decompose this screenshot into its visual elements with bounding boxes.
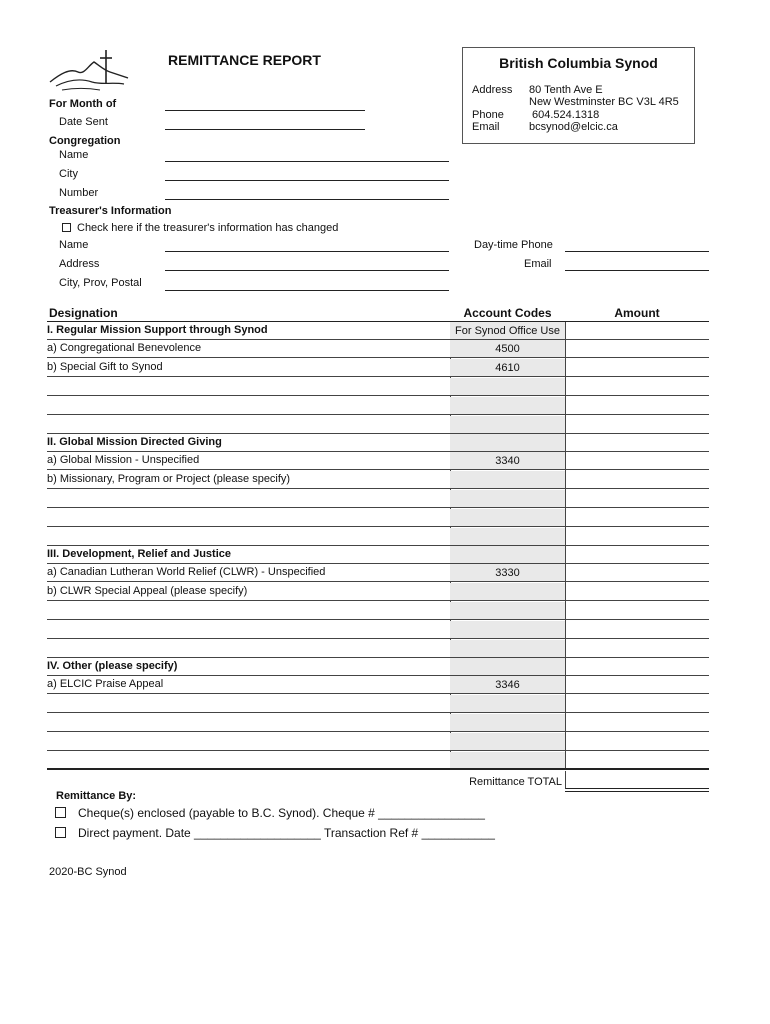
table-row[interactable]	[47, 509, 709, 527]
row-label: a) ELCIC Praise Appeal	[47, 678, 164, 690]
amount-cell[interactable]	[565, 376, 709, 377]
amount-header: Amount	[614, 306, 660, 320]
remittance-by-label: Remittance By:	[56, 790, 137, 802]
section-title: I. Regular Mission Support through Synod	[47, 324, 268, 336]
table-bottom-line	[47, 768, 709, 770]
table-row	[47, 676, 709, 694]
number-label: Number	[59, 187, 99, 199]
address-line2: New Westminster BC V3L 4R5	[529, 96, 679, 108]
treasurer-address-field[interactable]	[165, 270, 449, 271]
amount-cell[interactable]	[565, 357, 709, 358]
cheque-checkbox[interactable]	[55, 807, 66, 818]
treasurer-city-label: City, Prov, Postal	[59, 277, 142, 289]
total-double-underline	[565, 791, 709, 792]
row-label: b) Missionary, Program or Project (please specify)	[47, 473, 291, 485]
congregation-name-field[interactable]	[165, 161, 449, 162]
treasurer-change-checkbox[interactable]	[62, 223, 71, 232]
row-label: b) Special Gift to Synod	[47, 361, 163, 373]
table-row	[47, 340, 709, 358]
address-label: Address	[472, 84, 513, 96]
table-row[interactable]	[47, 397, 709, 415]
treasurer-city-field[interactable]	[165, 290, 449, 291]
remittance-table	[47, 303, 709, 793]
remittance-total-label: Remittance TOTAL	[469, 776, 562, 788]
date-sent-label: Date Sent	[59, 116, 108, 128]
table-row	[47, 583, 709, 601]
office-use-label: For Synod Office Use	[455, 325, 560, 337]
direct-payment-checkbox[interactable]	[55, 827, 66, 838]
direct-payment-label: Direct payment. Date ___________________ Transaction Ref # ___________	[78, 826, 495, 840]
daytime-phone-label: Day-time Phone	[474, 239, 553, 251]
table-row	[47, 322, 709, 340]
table-row[interactable]	[47, 733, 709, 751]
city-label: City	[59, 168, 78, 180]
amount-cell[interactable]	[565, 693, 709, 694]
email-value: bcsynod@elcic.ca	[529, 121, 618, 133]
date-sent-field[interactable]	[165, 129, 365, 130]
table-row[interactable]	[47, 490, 709, 508]
row-label: a) Canadian Lutheran World Relief (CLWR) - Unspecified	[47, 566, 326, 578]
table-row[interactable]	[47, 621, 709, 639]
treasurer-change-label: Check here if the treasurer's information has changed	[77, 222, 339, 234]
table-row	[47, 434, 709, 452]
account-codes-header: Account Codes	[463, 306, 552, 320]
synod-info-box	[462, 47, 695, 144]
for-month-label: For Month of	[49, 98, 117, 110]
section-title: IV. Other (please specify)	[47, 660, 178, 672]
amount-cell[interactable]	[565, 581, 709, 582]
synod-logo	[48, 48, 130, 96]
treasurer-email-field[interactable]	[565, 270, 709, 271]
table-row	[47, 640, 709, 658]
table-row	[47, 528, 709, 546]
amount-cell[interactable]	[565, 469, 709, 470]
account-code: 3340	[495, 455, 520, 467]
for-month-field[interactable]	[165, 110, 365, 111]
congregation-name-label: Name	[59, 149, 89, 161]
footer-code: 2020-BC Synod	[49, 866, 127, 878]
daytime-phone-field[interactable]	[565, 251, 709, 252]
amount-cell[interactable]	[565, 488, 709, 489]
treasurer-email-label: Email	[524, 258, 552, 270]
direct-payment-option[interactable]	[55, 826, 495, 840]
account-code: 3330	[495, 567, 520, 579]
phone-label: Phone	[472, 109, 504, 121]
treasurer-info-label: Treasurer's Information	[49, 205, 172, 217]
row-label: b) CLWR Special Appeal (please specify)	[47, 585, 248, 597]
table-row[interactable]	[47, 714, 709, 732]
table-row	[47, 452, 709, 470]
section-title: III. Development, Relief and Justice	[47, 548, 231, 560]
report-title: REMITTANCE REPORT	[168, 52, 321, 68]
email-label: Email	[472, 121, 500, 133]
address-line1: 80 Tenth Ave E	[529, 84, 603, 96]
account-code: 3346	[495, 679, 520, 691]
treasurer-address-label: Address	[59, 258, 100, 270]
treasurer-name-field[interactable]	[165, 251, 449, 252]
table-row	[47, 564, 709, 582]
account-code: 4610	[495, 362, 520, 374]
table-row	[47, 359, 709, 377]
table-row	[47, 471, 709, 489]
account-code: 4500	[495, 343, 520, 355]
table-row[interactable]	[47, 378, 709, 396]
phone-value: 604.524.1318	[532, 109, 600, 121]
table-row[interactable]	[47, 695, 709, 713]
table-row[interactable]	[47, 602, 709, 620]
table-row	[47, 658, 709, 676]
synod-title: British Columbia Synod	[499, 55, 658, 71]
row-label: a) Congregational Benevolence	[47, 342, 202, 354]
amount-cell[interactable]	[565, 600, 709, 601]
row-label: a) Global Mission - Unspecified	[47, 454, 200, 466]
cheque-option-label: Cheque(s) enclosed (payable to B.C. Synod). Cheque # ________________	[78, 806, 485, 820]
remittance-total-field[interactable]	[565, 771, 709, 789]
treasurer-change-row[interactable]	[62, 222, 338, 234]
treasurer-name-label: Name	[59, 239, 89, 251]
city-field[interactable]	[165, 180, 449, 181]
cheque-option[interactable]	[55, 806, 485, 820]
number-field[interactable]	[165, 199, 449, 200]
section-title: II. Global Mission Directed Giving	[47, 436, 222, 448]
table-row	[47, 416, 709, 434]
table-row	[47, 546, 709, 564]
congregation-label: Congregation	[49, 135, 121, 147]
designation-header: Designation	[49, 306, 118, 320]
